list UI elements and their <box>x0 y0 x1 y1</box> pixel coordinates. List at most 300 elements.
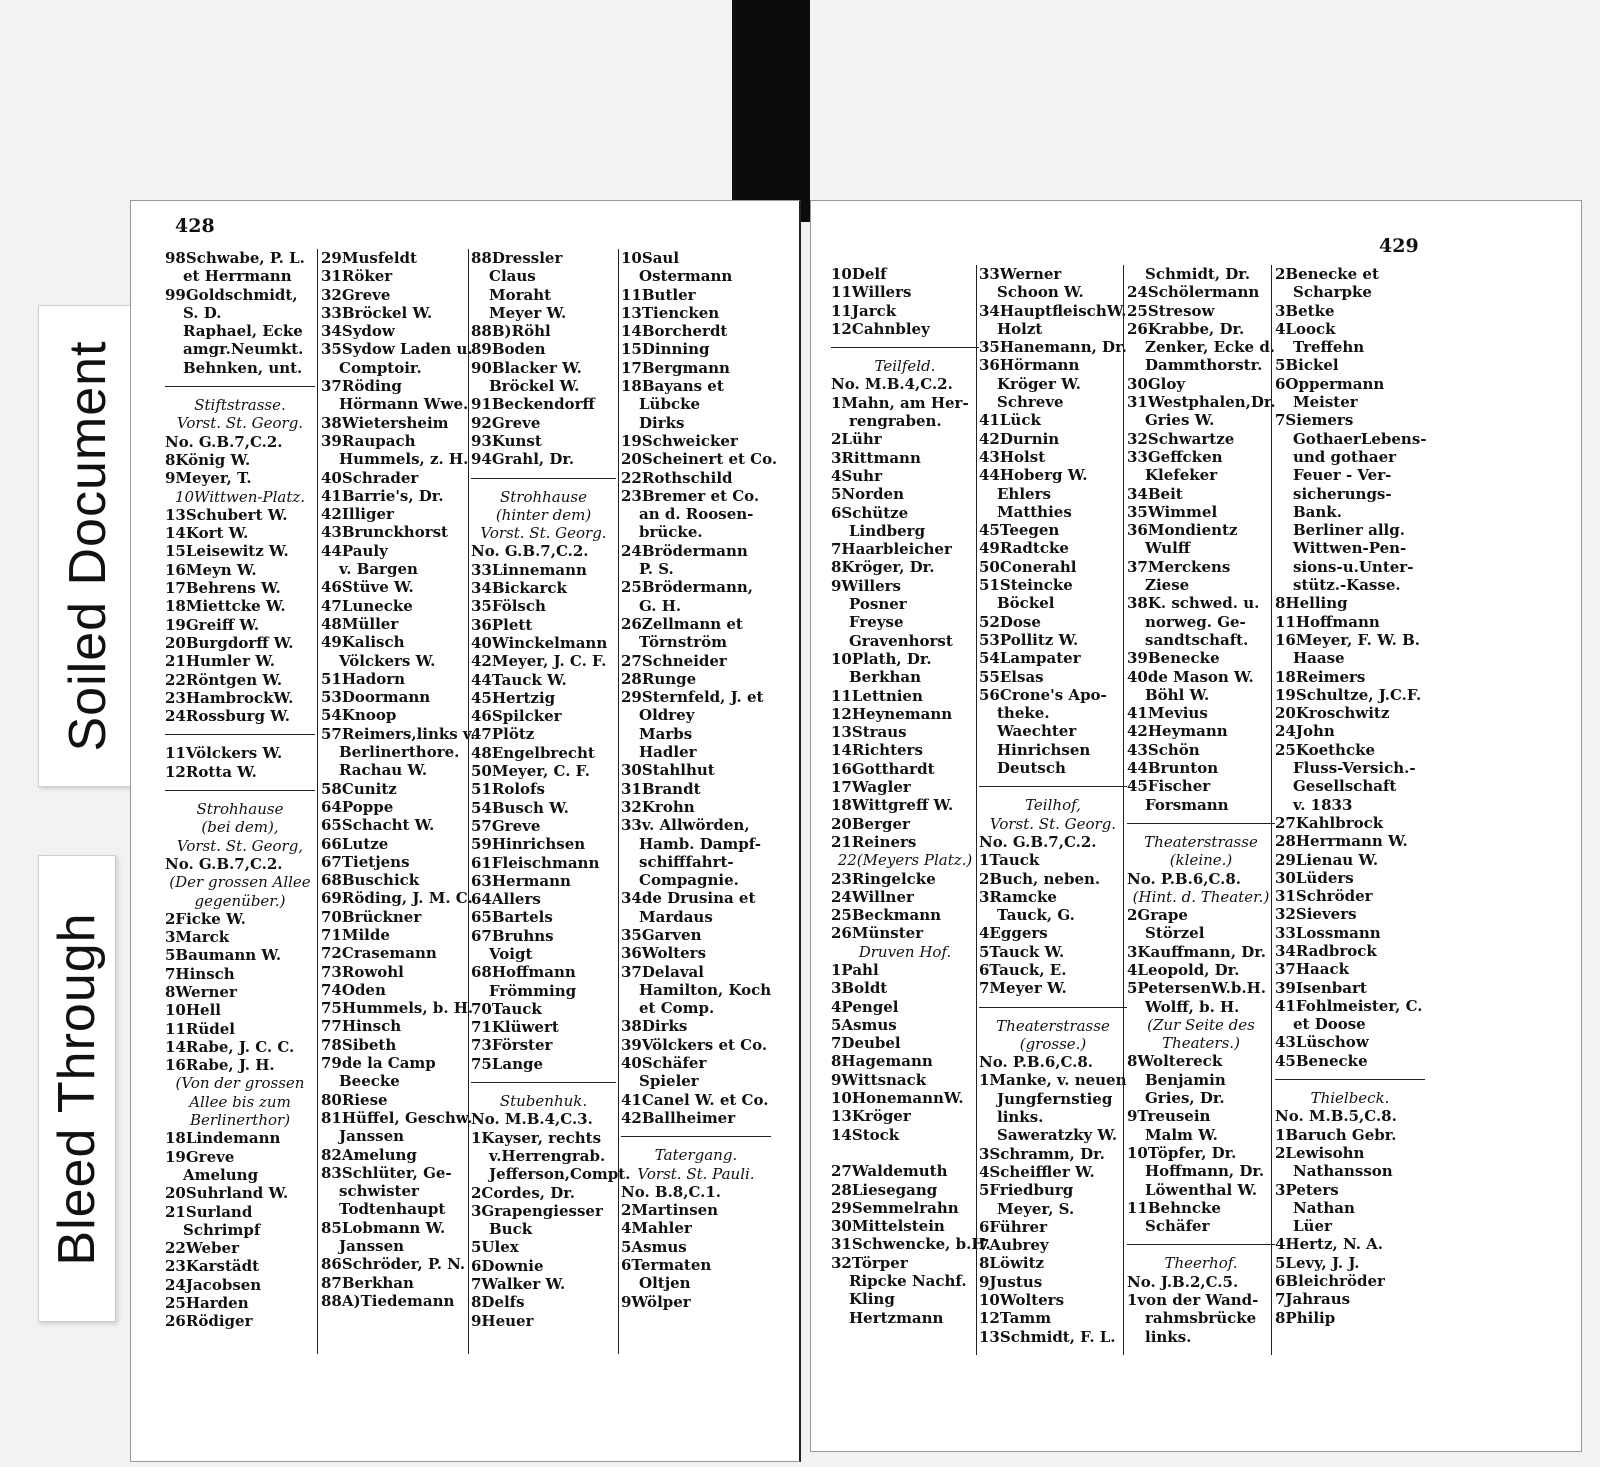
entry-continuation: Frömming <box>489 981 577 1000</box>
directory-entry: 53Pollitz W. <box>979 630 1079 649</box>
directory-entry: 45Benecke <box>1275 1051 1368 1070</box>
directory-entry: 71Milde <box>321 925 390 944</box>
directory-entry: 11Jarck <box>831 301 897 320</box>
directory-entry: 47Plötz <box>471 725 535 744</box>
directory-entry: 1Mahn, am Her- <box>831 393 969 412</box>
directory-entry: 16Gotthardt <box>831 759 935 778</box>
directory-entry: 18Wittgreff W. <box>831 796 954 815</box>
entry-continuation: Hamb. Dampf- <box>639 834 761 853</box>
directory-entry: 3Betke <box>1275 301 1335 320</box>
entry-continuation: norweg. Ge- <box>1145 612 1246 631</box>
directory-entry: 57Reimers,links v. <box>321 724 476 743</box>
directory-entry: 3Marck <box>165 928 230 947</box>
directory-entry: 24Jacobsen <box>165 1275 262 1294</box>
directory-entry: 6Oppermann <box>1275 374 1385 393</box>
section-heading: (kleine.) <box>1169 851 1233 870</box>
directory-entry: 43Lüschow <box>1275 1033 1369 1052</box>
entry-continuation: stütz.-Kasse. <box>1293 576 1401 595</box>
entry-continuation: Schmidt, Dr. <box>1145 265 1251 283</box>
entry-continuation: Meyer W. <box>489 303 567 322</box>
directory-entry: 43Holst <box>979 447 1046 466</box>
directory-entry: 16Meyer, F. W. B. <box>1275 630 1420 649</box>
directory-entry: 21Reiners <box>831 832 917 851</box>
directory-entry: 8Hagemann <box>831 1052 933 1071</box>
directory-entry: 9Meyer, T. <box>165 469 252 488</box>
directory-entry: 1von der Wand- <box>1127 1291 1259 1310</box>
directory-entry: 58Cunitz <box>321 779 397 798</box>
section-heading: Tatergang. <box>654 1146 738 1165</box>
entry-continuation: Feuer - Ver- <box>1293 466 1392 485</box>
directory-entry: 4Eggers <box>979 924 1048 943</box>
directory-entry: 22Rothschild <box>621 468 733 487</box>
entry-continuation: links. <box>1145 1327 1192 1346</box>
entry-continuation: Lübcke <box>639 395 701 414</box>
entry-continuation: Bröckel W. <box>489 377 580 396</box>
directory-entry: 25Brödermann, <box>621 578 754 597</box>
section-heading: Stiftstrasse. <box>194 396 286 415</box>
section-rule <box>165 725 315 735</box>
directory-entry: 90Blacker W. <box>471 358 582 377</box>
directory-entry: 25Harden <box>165 1294 249 1313</box>
directory-entry: 88A)Tiedemann <box>321 1291 455 1310</box>
directory-entry: 13Tiencken <box>621 303 720 322</box>
directory-entry: 19Schultze, J.C.F. <box>1275 685 1422 704</box>
directory-entry: 3Ramcke <box>979 887 1057 906</box>
section-heading: Teilfeld. <box>874 357 936 376</box>
directory-entry: 32Sievers <box>1275 905 1357 924</box>
directory-entry: 36Mondientz <box>1127 521 1238 540</box>
entry-continuation: schifffahrt- <box>639 852 734 871</box>
entry-continuation <box>831 1144 979 1162</box>
directory-entry: 8König W. <box>165 450 251 469</box>
section-rule <box>165 781 315 791</box>
section-heading: Berlinerthor) <box>189 1111 291 1130</box>
directory-entry: 12Heynemann <box>831 704 953 723</box>
directory-entry: 12Rotta W. <box>165 762 257 781</box>
directory-entry: 23HambrockW. <box>165 688 294 707</box>
directory-entry: 49Kalisch <box>321 633 405 652</box>
directory-entry: 40Winckelmann <box>471 633 608 652</box>
directory-entry: 99Goldschmidt, <box>165 285 298 304</box>
directory-entry: 28Herrmann W. <box>1275 832 1408 851</box>
entry-continuation: Hörmann Wwe. <box>339 395 469 414</box>
directory-entry: 74Oden <box>321 980 386 999</box>
directory-entry: 37Delaval <box>621 962 704 981</box>
entry-continuation: Oldrey <box>639 706 695 725</box>
entry-continuation: Meyer, S. <box>997 1199 1075 1218</box>
directory-entry: 2Lewisohn <box>1275 1143 1365 1162</box>
directory-entry: 11Behncke <box>1127 1198 1221 1217</box>
directory-entry: 5Levy, J. J. <box>1275 1253 1360 1272</box>
entry-continuation: et Doose <box>1293 1015 1366 1034</box>
directory-entry: 11Hoffmann <box>1275 612 1380 631</box>
entry-continuation: Kling <box>849 1290 895 1309</box>
directory-entry: 36Plett <box>471 615 533 634</box>
directory-entry: 8Woltereck <box>1127 1052 1223 1071</box>
entry-continuation: Berliner allg. <box>1293 521 1405 540</box>
directory-entry: 5Ulex <box>471 1238 519 1257</box>
directory-entry: 23Bremer et Co. <box>621 486 760 505</box>
left-column-3 <box>471 249 631 1330</box>
entry-continuation: Amelung <box>183 1165 259 1184</box>
directory-entry: 24Rossburg W. <box>165 707 290 726</box>
directory-entry: 36Wolters <box>621 944 707 963</box>
directory-entry: 9Treusein <box>1127 1107 1211 1126</box>
directory-entry: 39Raupach <box>321 431 416 450</box>
directory-entry: 19Greve <box>165 1147 235 1166</box>
directory-entry: 20Burgdorff W. <box>165 633 294 652</box>
section-heading: Vorst. St. Pauli. <box>637 1164 755 1183</box>
directory-entry: No. P.B.6,C.8. <box>979 1053 1094 1072</box>
page-number-left: 428 <box>175 215 215 237</box>
directory-entry: 89Boden <box>471 340 546 359</box>
directory-entry: 34de Drusina et <box>621 889 756 908</box>
column-divider <box>618 249 619 1354</box>
directory-entry: 30Stahlhut <box>621 761 715 780</box>
directory-entry: 15Dinning <box>621 340 710 359</box>
directory-entry: 39Völckers et Co. <box>621 1035 768 1054</box>
entry-continuation: Hinrichsen <box>997 740 1091 759</box>
directory-entry: 9Heuer <box>471 1311 534 1330</box>
entry-continuation: P. S. <box>639 560 674 579</box>
directory-entry: 55Elsas <box>979 667 1044 686</box>
directory-entry: 98Schwabe, P. L. <box>165 249 305 267</box>
directory-entry: 10Plath, Dr. <box>831 649 932 668</box>
entry-continuation: v. 1833 <box>1293 795 1353 814</box>
soiled-document-text: Soiled Document <box>59 340 117 752</box>
directory-entry: 2Grape <box>1127 906 1188 925</box>
entry-continuation: Gravenhorst <box>849 631 953 650</box>
directory-entry: No. B.8,C.1. <box>621 1182 722 1201</box>
directory-entry: 44Hoberg W. <box>979 466 1088 485</box>
entry-continuation: sicherungs- <box>1293 484 1392 503</box>
directory-entry: 79de la Camp <box>321 1054 436 1073</box>
directory-entry: 2Buch, neben. <box>979 869 1101 888</box>
directory-entry: 73Rowohl <box>321 962 404 981</box>
directory-entry: 54Busch W. <box>471 798 569 817</box>
directory-entry: 5Bickel <box>1275 356 1339 375</box>
bleed-through-label <box>38 855 116 1322</box>
directory-entry: 31Brandt <box>621 779 701 798</box>
directory-entry: 56Crone's Apo- <box>979 685 1107 704</box>
entry-continuation: et Herrmann <box>183 267 292 286</box>
entry-continuation: Böhl W. <box>1145 685 1210 704</box>
entry-continuation: Rachau W. <box>339 761 428 780</box>
directory-entry: 22Röntgen W. <box>165 670 283 689</box>
entry-continuation: S. D. <box>183 303 222 322</box>
directory-entry: 25Beckmann <box>831 906 942 925</box>
directory-entry: No. M.B.5,C.8. <box>1275 1107 1397 1126</box>
directory-entry: 14Borcherdt <box>621 322 728 341</box>
entry-continuation: Kröger W. <box>997 374 1081 393</box>
entry-continuation: Spieler <box>639 1072 699 1091</box>
directory-entry: 41Barrie's, Dr. <box>321 486 444 505</box>
directory-entry: 39Isenbart <box>1275 978 1367 997</box>
entry-continuation: Forsmann <box>1145 795 1229 814</box>
directory-entry: 31Schröder <box>1275 887 1373 906</box>
directory-entry: 68Hoffmann <box>471 963 576 982</box>
section-heading: Strohhause <box>499 487 587 506</box>
directory-entry: 20Berger <box>831 814 910 833</box>
entry-continuation: sions-u.Unter- <box>1293 557 1414 576</box>
directory-entry: 20Scheinert et Co. <box>621 450 778 469</box>
directory-entry: 7Deubel <box>831 1034 901 1053</box>
left-page <box>130 200 801 1462</box>
directory-entry: 48Engelbrecht <box>471 743 595 762</box>
entry-continuation: sandtschaft. <box>1145 630 1249 649</box>
directory-entry: 23Karstädt <box>165 1257 260 1276</box>
directory-entry: 8Philip <box>1275 1308 1336 1327</box>
entry-continuation: amgr.Neumkt. <box>183 340 304 359</box>
directory-entry: 72Crasemann <box>321 944 437 963</box>
directory-entry: 4Pengel <box>831 997 899 1016</box>
section-heading: (Hint. d. Theater.) <box>1132 887 1270 906</box>
directory-entry: 87Berkhan <box>321 1273 414 1292</box>
directory-entry: 41Canel W. et Co. <box>621 1090 769 1109</box>
directory-entry: 25Stresow <box>1127 301 1215 320</box>
directory-entry: 75Hummels, b. H. <box>321 999 474 1018</box>
directory-entry: 65Bartels <box>471 908 553 927</box>
directory-entry: 73Förster <box>471 1036 553 1055</box>
entry-continuation: Beecke <box>339 1072 400 1091</box>
directory-entry: 14Rabe, J. C. C. <box>165 1037 295 1056</box>
section-rule <box>1127 1235 1275 1245</box>
entry-continuation: Ziese <box>1145 576 1190 595</box>
section-rule <box>471 469 616 479</box>
section-heading: Theerhof. <box>1164 1254 1238 1273</box>
entry-continuation: Jungfernstieg <box>997 1089 1113 1108</box>
directory-entry: 45Teegen <box>979 521 1060 540</box>
directory-entry: 40Schrader <box>321 468 419 487</box>
entry-continuation: Gries, Dr. <box>1145 1089 1225 1108</box>
directory-entry: 46Stüve W. <box>321 578 414 597</box>
directory-entry: 18Lindemann <box>165 1129 281 1148</box>
directory-entry: 6Bleichröder <box>1275 1272 1385 1291</box>
entry-continuation: brücke. <box>639 523 703 542</box>
directory-entry: 7Meyer W. <box>979 979 1067 998</box>
directory-entry: 91Beckendorff <box>471 395 595 414</box>
entry-continuation: Fluss-Versich.- <box>1293 759 1416 778</box>
directory-entry: 35Garven <box>621 925 702 944</box>
section-rule <box>1275 1070 1425 1080</box>
directory-entry: 34Sydow <box>321 322 395 341</box>
directory-entry: 13Schubert W. <box>165 505 288 524</box>
directory-entry: No. M.B.4,C.2. <box>831 375 953 394</box>
entry-continuation: et Comp. <box>639 999 715 1018</box>
directory-entry: 9Willers <box>831 576 902 595</box>
directory-entry: 64Poppe <box>321 797 394 816</box>
section-heading: Vorst. St. Georg. <box>480 524 607 543</box>
entry-continuation: v. Bargen <box>339 560 418 579</box>
directory-entry: 43Schön <box>1127 740 1200 759</box>
directory-entry: 31Schwencke, b.H. <box>831 1235 991 1254</box>
directory-entry: 3Kauffmann, Dr. <box>1127 942 1267 961</box>
directory-entry: No. M.B.4,C.3. <box>471 1110 593 1129</box>
directory-entry: 70Brückner <box>321 907 422 926</box>
section-heading: (hinter dem) <box>495 505 592 524</box>
directory-entry: 17Behrens W. <box>165 579 281 598</box>
section-rule <box>621 1127 771 1137</box>
directory-entry: 64Allers <box>471 890 541 909</box>
directory-entry: 42Ballheimer <box>621 1108 736 1127</box>
directory-entry: 3Schramm, Dr. <box>979 1144 1105 1163</box>
directory-entry: 75Lange <box>471 1054 544 1073</box>
entry-continuation: und gothaer <box>1293 447 1397 466</box>
directory-entry: 40de Mason W. <box>1127 667 1254 686</box>
entry-continuation: Deutsch <box>997 759 1066 778</box>
entry-continuation: Hertzmann <box>849 1308 944 1327</box>
directory-entry: 41Mevius <box>1127 704 1208 723</box>
directory-entry: 12Tamm <box>979 1309 1052 1328</box>
entry-continuation: Wittwen-Pen- <box>1293 539 1407 558</box>
directory-entry: 35Hanemann, Dr. <box>979 338 1127 357</box>
directory-entry: 59Hinrichsen <box>471 835 586 854</box>
entry-continuation: Löwenthal W. <box>1145 1180 1258 1199</box>
directory-entry: 29Lienau W. <box>1275 850 1379 869</box>
directory-entry: 51Rolofs <box>471 780 545 799</box>
column-divider <box>1123 265 1124 1355</box>
directory-entry: 24John <box>1275 722 1335 741</box>
directory-entry: 13Straus <box>831 723 907 742</box>
directory-entry: 19Schweicker <box>621 431 738 450</box>
directory-entry: 38Wietersheim <box>321 413 449 432</box>
entry-continuation: Malm W. <box>1145 1125 1218 1144</box>
directory-entry: 5PetersenW.b.H. <box>1127 979 1266 998</box>
entry-continuation: Meister <box>1293 393 1358 412</box>
directory-entry: 1Manke, v. neuen <box>979 1071 1127 1090</box>
directory-entry: 34HauptfleischW. <box>979 301 1127 320</box>
section-heading: (grosse.) <box>1019 1034 1087 1053</box>
entry-continuation: Völckers W. <box>339 651 436 670</box>
section-heading: Teilhof, <box>1025 796 1081 815</box>
directory-entry: 53Doormann <box>321 688 431 707</box>
entry-continuation: Gries W. <box>1145 411 1215 430</box>
directory-entry: 8Helling <box>1275 594 1348 613</box>
section-rule <box>979 998 1127 1008</box>
entry-continuation: Benjamin <box>1145 1070 1226 1089</box>
directory-entry: 67Tietjens <box>321 852 410 871</box>
directory-entry: 30Lüders <box>1275 868 1354 887</box>
directory-entry: 14Richters <box>831 741 923 760</box>
left-column-2 <box>321 249 476 1310</box>
entry-continuation: Compagnie. <box>639 871 739 890</box>
directory-entry: 47Lunecke <box>321 596 413 615</box>
directory-entry: 6Termaten <box>621 1256 712 1275</box>
entry-continuation: Comptoir. <box>339 358 422 377</box>
section-rule <box>831 338 979 348</box>
entry-continuation: v.Herrengrab. <box>489 1146 606 1165</box>
directory-entry: 2Ficke W. <box>165 909 246 928</box>
entry-continuation: Hamilton, Koch <box>639 980 772 999</box>
entry-continuation: Posner <box>849 595 907 614</box>
entry-continuation: Schäfer <box>1145 1217 1210 1236</box>
directory-entry: No. G.B.7,C.2. <box>165 854 283 873</box>
directory-entry: 16Rabe, J. H. <box>165 1056 275 1075</box>
section-heading: gegenüber.) <box>194 891 286 910</box>
directory-entry: 29Sternfeld, J. et <box>621 688 764 707</box>
directory-entry: 63Hermann <box>471 871 571 890</box>
left-column-1 <box>165 249 315 1331</box>
directory-entry: 8Löwitz <box>979 1254 1045 1273</box>
directory-entry: 18Miettcke W. <box>165 597 286 616</box>
entry-continuation: Haase <box>1293 649 1345 668</box>
directory-entry: 24Brödermann <box>621 541 748 560</box>
directory-entry: 40Schäfer <box>621 1054 707 1073</box>
section-heading: (Der grossen Allee <box>169 873 311 892</box>
directory-entry: 3Grapengiesser <box>471 1201 603 1220</box>
directory-entry: 5Baumann W. <box>165 946 282 965</box>
directory-entry: 10Delf <box>831 265 887 283</box>
section-heading: Vorst. St. Georg. <box>989 814 1117 833</box>
directory-entry: 28Liesegang <box>831 1180 938 1199</box>
directory-entry: No. J.B.2,C.5. <box>1127 1272 1239 1291</box>
directory-entry: 81Hüffel, Geschw. <box>321 1108 473 1127</box>
entry-continuation: Janssen <box>339 1127 405 1146</box>
entry-continuation: Nathan <box>1293 1198 1355 1217</box>
entry-continuation: Böckel <box>997 594 1055 613</box>
entry-continuation: Bank. <box>1293 502 1342 521</box>
directory-entry: 38K. schwed. u. <box>1127 594 1260 613</box>
directory-entry: 33Lossmann <box>1275 923 1381 942</box>
directory-entry: 48Müller <box>321 614 399 633</box>
directory-entry: 14Stock <box>831 1125 900 1144</box>
directory-entry: 5Asmus <box>831 1015 897 1034</box>
left-column-4 <box>621 249 778 1311</box>
directory-entry: 7Siemers <box>1275 411 1354 430</box>
directory-entry: 4Hertz, N. A. <box>1275 1235 1384 1254</box>
entry-continuation: Schoon W. <box>997 283 1084 302</box>
directory-entry: 21Humler W. <box>165 652 275 671</box>
section-heading: Stubenhuk. <box>499 1092 588 1111</box>
entry-continuation: Störzel <box>1145 924 1205 943</box>
directory-entry: 26Münster <box>831 924 924 943</box>
directory-entry: 10Wolters <box>979 1291 1065 1310</box>
directory-entry: 17Wagler <box>831 778 911 797</box>
right-column-1 <box>831 265 991 1327</box>
directory-entry: 51Steincke <box>979 576 1073 595</box>
directory-entry: 27Schneider <box>621 651 727 670</box>
directory-entry: 11Butler <box>621 285 696 304</box>
directory-entry: 52Dose <box>979 612 1041 631</box>
entry-continuation: Tauck, G. <box>997 906 1075 925</box>
directory-entry: 10Töpfer, Dr. <box>1127 1143 1237 1162</box>
section-heading: (Von der grossen <box>175 1074 305 1093</box>
entry-continuation: Klefeker <box>1145 466 1218 485</box>
directory-entry: 18Bayans et <box>621 377 724 396</box>
directory-entry: 22Weber <box>165 1239 239 1258</box>
directory-entry: 41Lück <box>979 411 1041 430</box>
directory-entry: 82Amelung <box>321 1145 417 1164</box>
directory-entry: 36Hörmann <box>979 356 1080 375</box>
directory-entry: 5Norden <box>831 485 904 504</box>
directory-entry: 3Peters <box>1275 1180 1339 1199</box>
directory-entry: 13Kröger <box>831 1107 911 1126</box>
directory-entry: 7Haarbleicher <box>831 540 952 559</box>
directory-entry: 39Benecke <box>1127 649 1220 668</box>
directory-entry: 33Bröckel W. <box>321 303 433 322</box>
directory-entry: 85Lobmann W. <box>321 1218 446 1237</box>
entry-continuation: Treffehn <box>1293 338 1365 357</box>
directory-entry: 4Mahler <box>621 1219 692 1238</box>
directory-entry: 17Bergmann <box>621 358 730 377</box>
section-rule <box>471 1073 616 1083</box>
directory-entry: No. G.B.7,C.2. <box>471 542 589 561</box>
directory-entry: 54Lampater <box>979 649 1081 668</box>
directory-entry: 10HonemannW. <box>831 1089 964 1108</box>
directory-entry: 27Waldemuth <box>831 1162 948 1181</box>
directory-entry: No. G.B.7,C.2. <box>979 832 1097 851</box>
section-heading: Theaterstrasse <box>996 1016 1110 1035</box>
